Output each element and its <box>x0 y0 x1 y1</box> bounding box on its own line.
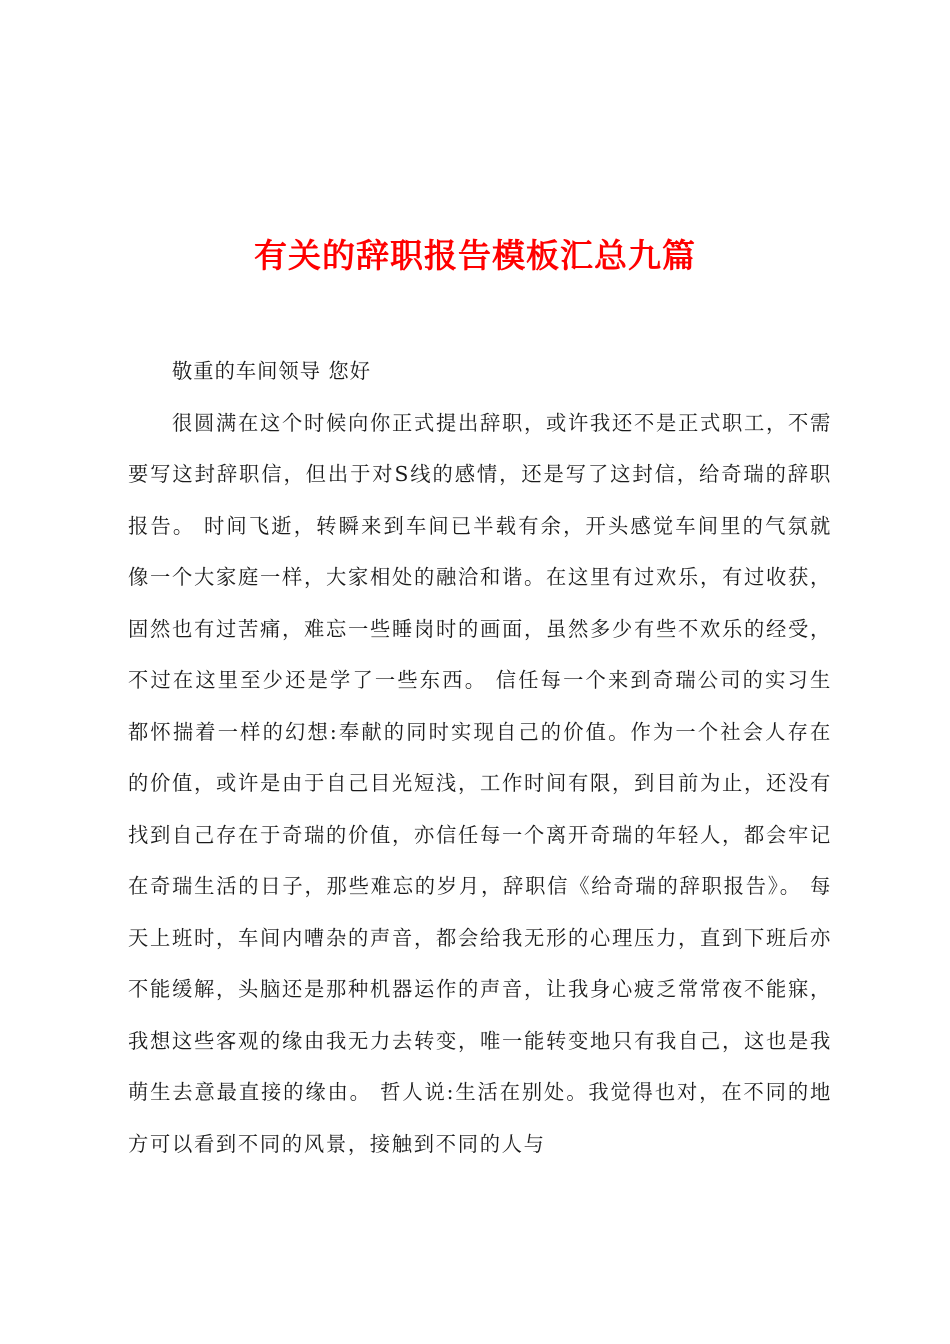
body-paragraph: 很圆满在这个时候向你正式提出辞职，或许我还不是正式职工，不需要写这封辞职信，但出于对S线的感情，还是写了这封信，给奇瑞的辞职报告。 时间飞逝，转瞬来到车间已半载有余，开头感觉车间里的气氛就像一个大家庭一样，大家相处的融洽和谐。在这里有过欢乐，有过收获，固然也有过苦痛，难忘一些睡岗时的画面，虽然多少有些不欢乐的经受，不过在这里至少还是学了一些东西。 信任每一个来到奇瑞公司的实习生都怀揣着一样的幻想:奉献的同时实现自己的价值。作为一个社会人存在的价值，或许是由于自己目光短浅，工作时间有限，到目前为止，还没有找到自己存在于奇瑞的价值，亦信任每一个离开奇瑞的年轻人，都会牢记在奇瑞生活的日子，那些难忘的岁月，辞职信《给奇瑞的辞职报告》。 每天上班时，车间内嘈杂的声音，都会给我无形的心理压力，直到下班后亦不能缓解，头脑还是那种机器运作的声音，让我身心疲乏常常夜不能寐，我想这些客观的缘由我无力去转变，唯一能转变地只有我自己，这也是我萌生去意最直接的缘由。 哲人说:生活在别处。我觉得也对，在不同的地方可以看到不同的风景，接触到不同的人与 <box>128 410 832 1156</box>
document-body <box>128 346 832 1170</box>
document-title: 有关的辞职报告模板汇总九篇 <box>254 236 696 276</box>
salutation: 敬重的车间领导 您好 <box>172 359 371 383</box>
